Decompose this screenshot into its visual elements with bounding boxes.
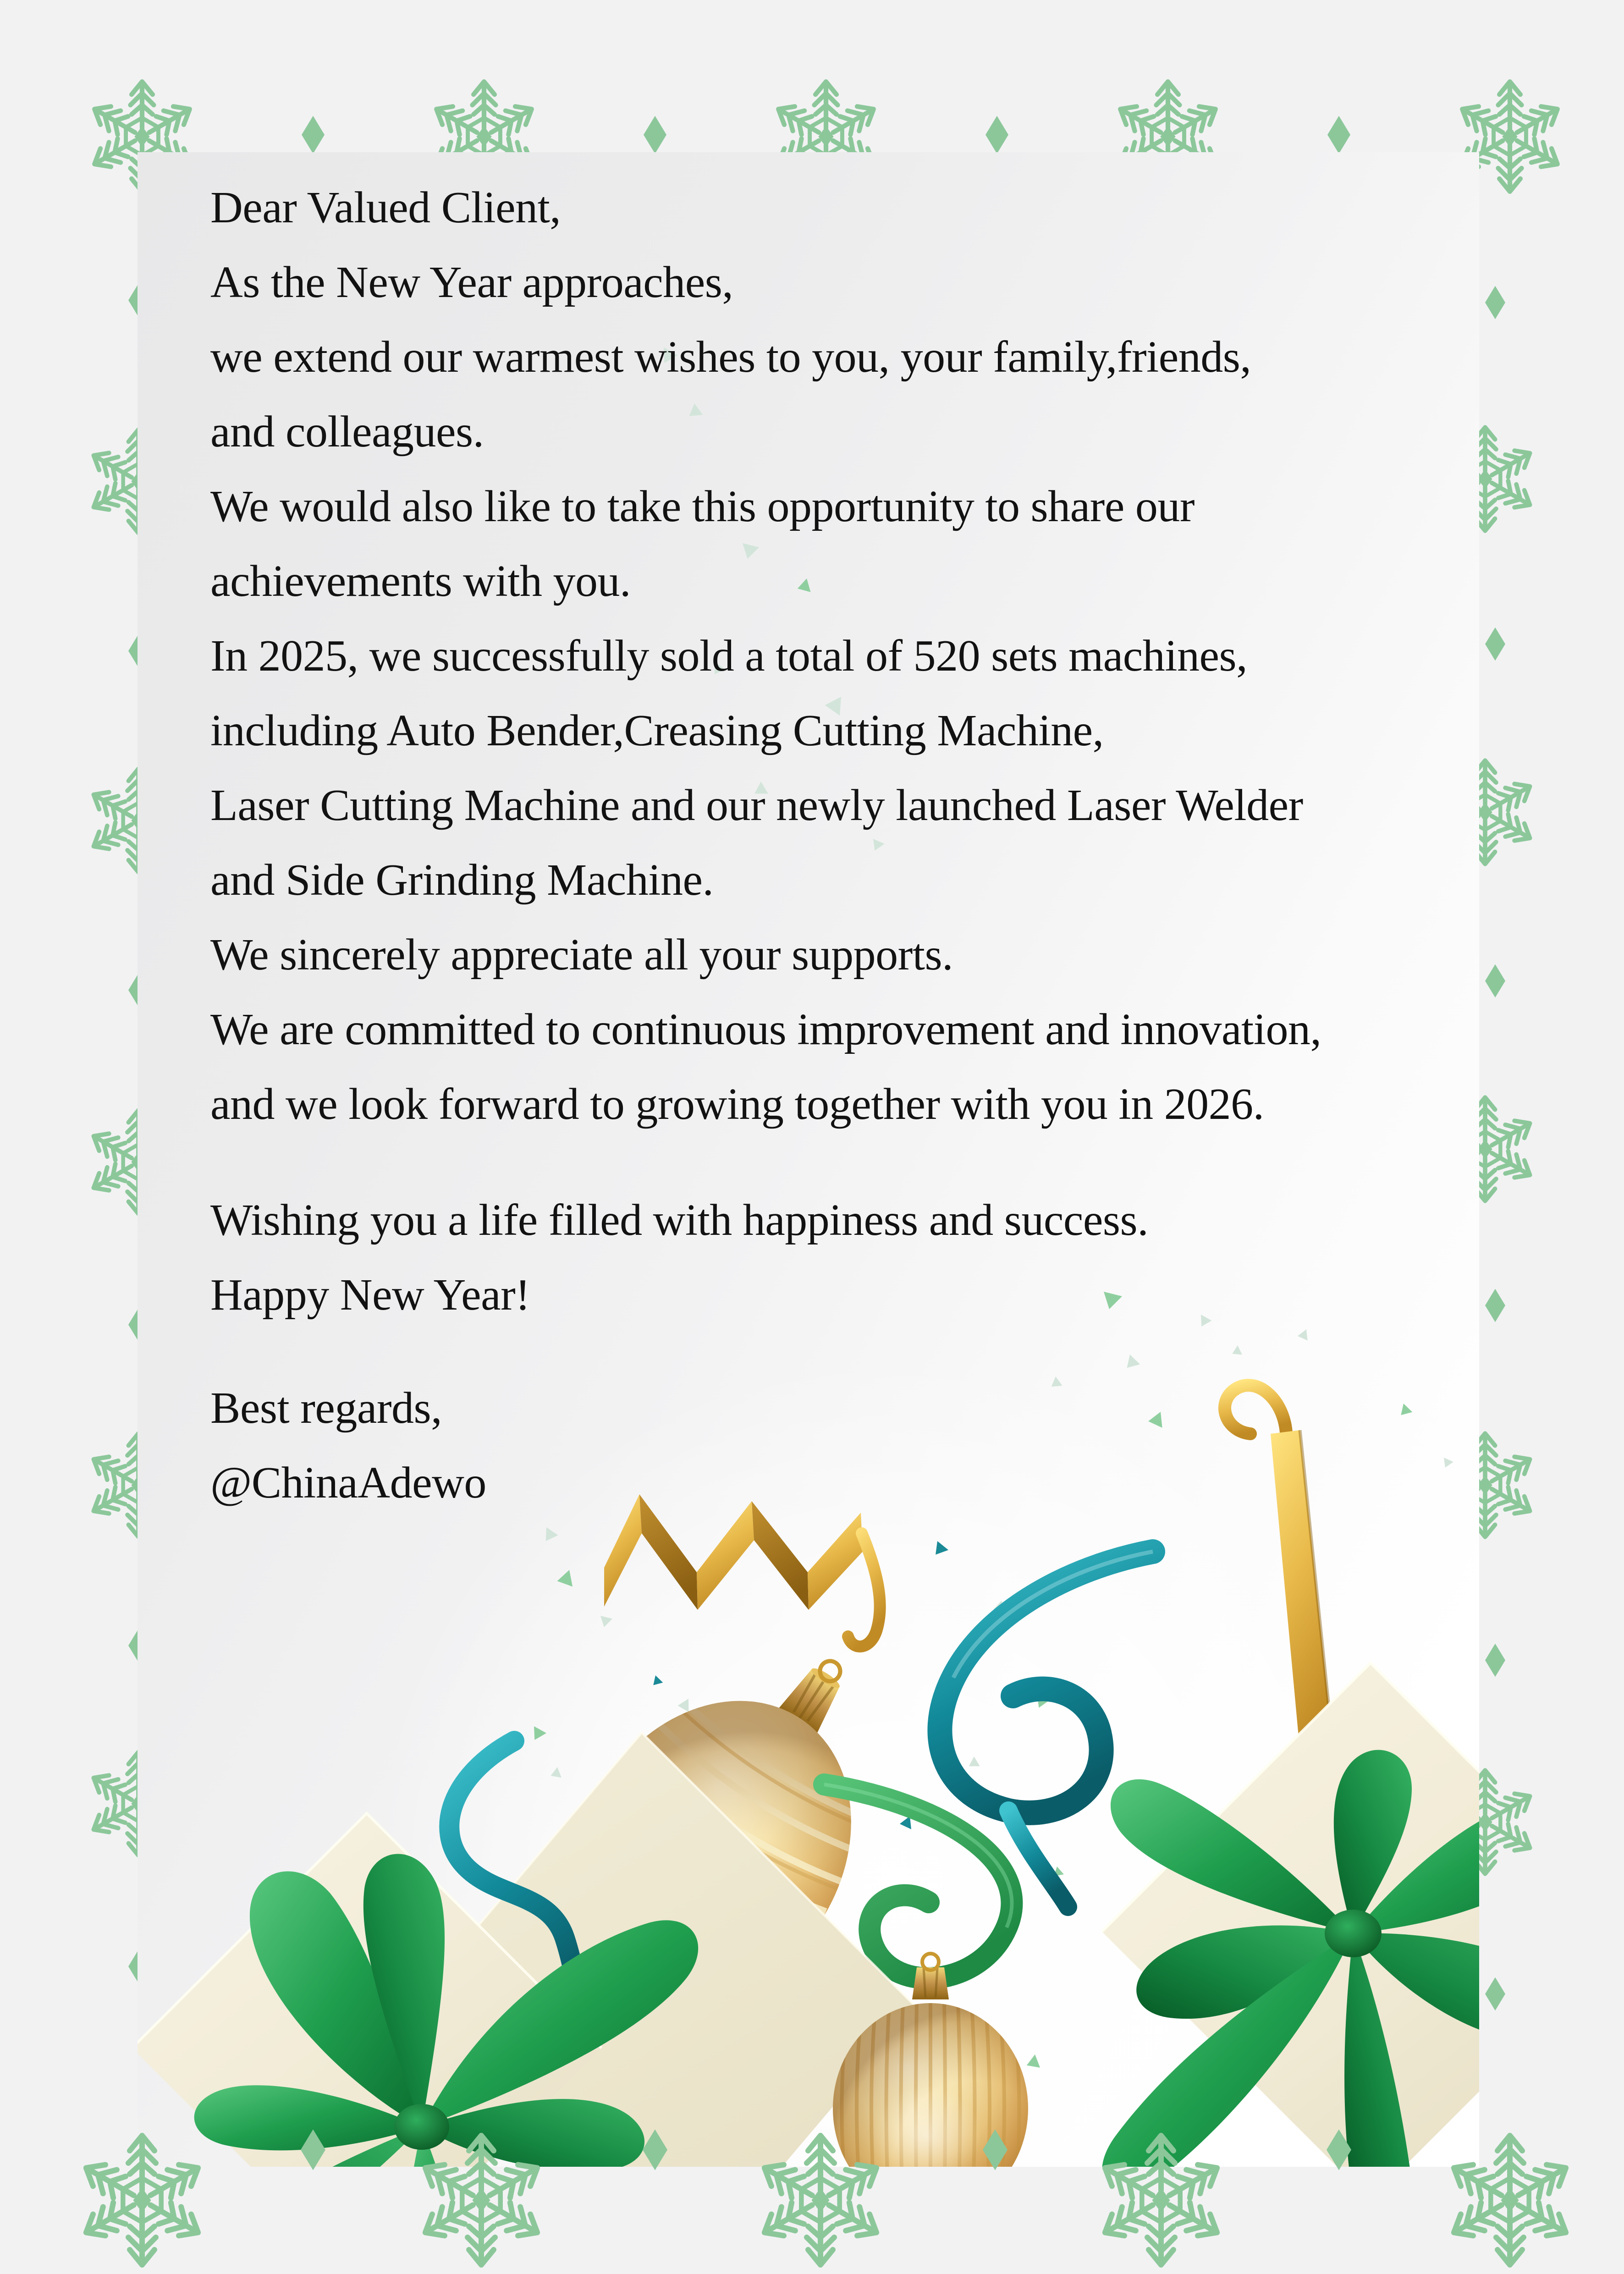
diamond-icon [1327, 2129, 1351, 2170]
diamond-icon [983, 2129, 1007, 2170]
letter-paragraph-wishes [210, 1183, 1321, 1332]
signature-handle: @ChinaAdewo [210, 1458, 486, 1508]
snowflake-icon [79, 2136, 205, 2265]
letter-line: We are committed to continuous improvement and innovation, [210, 1005, 1321, 1054]
letter-body [210, 171, 1321, 1520]
signature-closing: Best regards, [210, 1383, 442, 1433]
letter-line: We would also like to take this opportunity to share our [210, 482, 1195, 531]
letter-line: Wishing you a life filled with happiness and success. [210, 1195, 1149, 1245]
diamond-icon [301, 2129, 325, 2170]
letter-line-greeting: Dear Valued Client, [210, 183, 561, 232]
letter-line: and we look forward to growing together with you in 2026. [210, 1079, 1264, 1129]
letter-line: We sincerely appreciate all your supports. [210, 930, 953, 980]
letter-line: In 2025, we successfully sold a total of 520 sets machines, [210, 631, 1248, 681]
snowflake-icon [1447, 2136, 1573, 2265]
letter-signature [210, 1371, 1321, 1520]
snowflake-icon [1098, 2136, 1224, 2265]
letter-line: and Side Grinding Machine. [210, 855, 714, 905]
letter-line: we extend our warmest wishes to you, your family,friends, [210, 332, 1251, 382]
snowflake-icon [758, 2136, 883, 2265]
snowflake-icon [418, 2136, 544, 2265]
letter-line: Laser Cutting Machine and our newly launched Laser Welder [210, 781, 1303, 830]
letter-line: achievements with you. [210, 556, 631, 606]
letter-line: including Auto Bender,Creasing Cutting Machine, [210, 706, 1104, 755]
letter-paragraph-main [210, 171, 1321, 1142]
letter-line: As the New Year approaches, [210, 258, 733, 307]
letter-line: and colleagues. [210, 407, 484, 457]
diamond-icon [643, 2129, 667, 2170]
letter-line-happy-new-year: Happy New Year! [210, 1270, 530, 1320]
